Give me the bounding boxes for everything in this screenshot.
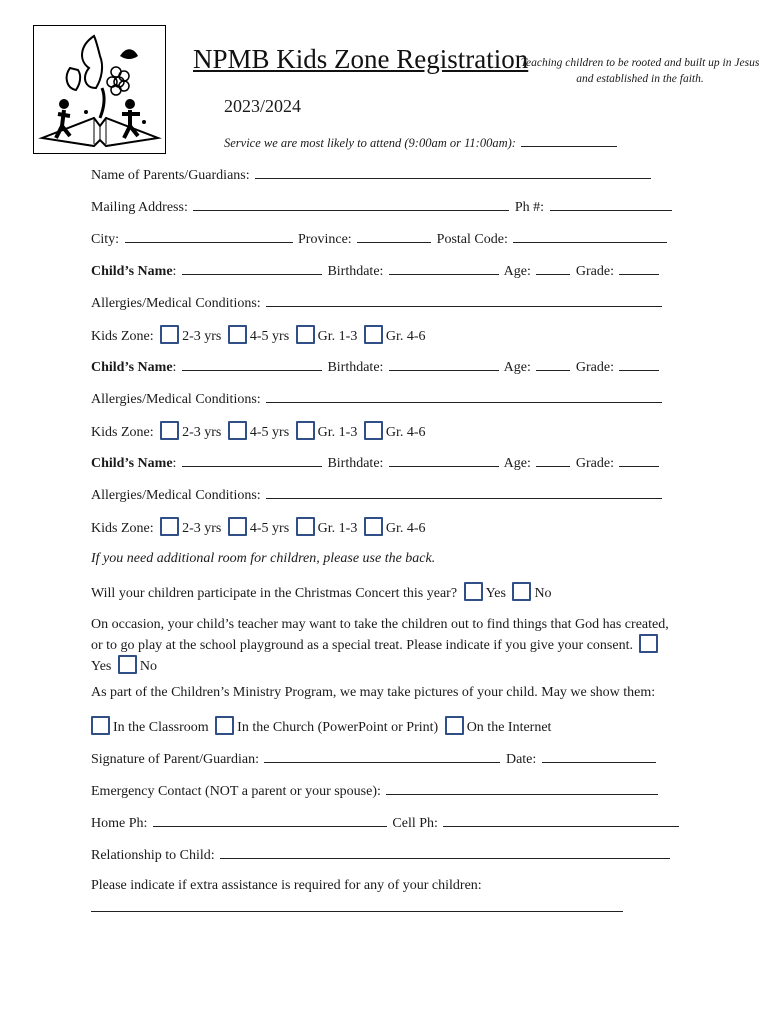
option-label: In the Church (PowerPoint or Print) xyxy=(237,720,439,735)
emergency-field[interactable] xyxy=(386,782,658,795)
outing-text: On occasion, your child’s teacher may want to take the children out to find things that God has created, or to go play at the school playground as a special treat. Please indicate if you give your consent. xyxy=(91,617,669,653)
yes-label: Yes xyxy=(91,659,112,674)
option-label: Gr. 4-6 xyxy=(385,521,426,536)
allergies-label: Allergies/Medical Conditions: xyxy=(91,392,261,407)
age-label: Age: xyxy=(503,456,531,471)
checkbox-church[interactable] xyxy=(215,716,234,735)
kids-zone-label: Kids Zone: xyxy=(91,329,154,344)
checkbox-christmas-no[interactable] xyxy=(512,582,531,601)
option-label: Gr. 1-3 xyxy=(317,425,358,440)
assistance-label: Please indicate if extra assistance is required for any of your children: xyxy=(91,878,482,893)
option-label: On the Internet xyxy=(466,720,552,735)
option-label: 2-3 yrs xyxy=(182,521,222,536)
emergency-row xyxy=(91,782,660,800)
checkbox-gr-1-3[interactable] xyxy=(296,517,315,536)
service-label: Service we are most likely to attend (9:00am or 11:00am): xyxy=(224,136,516,150)
phone-field[interactable] xyxy=(550,198,672,211)
age-label: Age: xyxy=(503,264,531,279)
date-label: Date: xyxy=(505,752,537,767)
checkbox-outing-yes[interactable] xyxy=(639,634,658,653)
assistance-field[interactable] xyxy=(91,911,623,912)
grade-field[interactable] xyxy=(619,262,659,275)
parents-label: Name of Parents/Guardians: xyxy=(91,168,250,183)
postal-field[interactable] xyxy=(513,230,667,243)
kids-zone-label: Kids Zone: xyxy=(91,425,154,440)
checkbox-2-3-yrs[interactable] xyxy=(160,325,179,344)
phones-row xyxy=(91,814,681,832)
age-field[interactable] xyxy=(536,358,570,371)
allergies-field[interactable] xyxy=(266,294,662,307)
option-label: 4-5 yrs xyxy=(249,521,290,536)
age-label: Age: xyxy=(503,360,531,375)
mailing-row xyxy=(91,198,674,216)
checkbox-gr-1-3[interactable] xyxy=(296,421,315,440)
allergies-2-row xyxy=(91,390,664,408)
kids-zone-1-row xyxy=(91,325,426,345)
kids-zone-label: Kids Zone: xyxy=(91,521,154,536)
allergies-field[interactable] xyxy=(266,390,662,403)
postal-label: Postal Code: xyxy=(436,232,508,247)
christmas-row xyxy=(91,582,552,602)
birthdate-field[interactable] xyxy=(389,262,499,275)
checkbox-internet[interactable] xyxy=(445,716,464,735)
child-name-label: Child’s Name xyxy=(91,360,173,375)
pictures-options-row xyxy=(88,716,551,736)
mailing-field[interactable] xyxy=(193,198,509,211)
option-label: In the Classroom xyxy=(113,720,209,735)
checkbox-4-5-yrs[interactable] xyxy=(228,517,247,536)
emergency-label: Emergency Contact (NOT a parent or your spouse): xyxy=(91,784,381,799)
kids-zone-3-row xyxy=(91,517,426,537)
option-label: Gr. 4-6 xyxy=(385,425,426,440)
option-label: Gr. 4-6 xyxy=(385,329,426,344)
no-label: No xyxy=(534,586,552,601)
signature-field[interactable] xyxy=(264,750,500,763)
service-line xyxy=(224,134,619,151)
signature-row xyxy=(91,750,658,768)
cell-phone-label: Cell Ph: xyxy=(392,816,438,831)
page-title: NPMB Kids Zone Registration xyxy=(193,44,529,74)
no-label: No xyxy=(139,659,157,674)
city-field[interactable] xyxy=(125,230,293,243)
checkbox-2-3-yrs[interactable] xyxy=(160,517,179,536)
checkbox-2-3-yrs[interactable] xyxy=(160,421,179,440)
parents-field[interactable] xyxy=(255,166,651,179)
city-row xyxy=(91,230,669,248)
christmas-question: Will your children participate in the Christmas Concert this year? xyxy=(91,586,458,601)
grade-label: Grade: xyxy=(575,456,614,471)
service-field[interactable] xyxy=(521,134,617,147)
option-label: 2-3 yrs xyxy=(182,425,222,440)
checkbox-gr-4-6[interactable] xyxy=(364,325,383,344)
tagline: Teaching children to be rooted and built up in Jesus and established in the faith. xyxy=(520,57,760,85)
birthdate-field[interactable] xyxy=(389,358,499,371)
birthdate-label: Birthdate: xyxy=(327,456,384,471)
relationship-row xyxy=(91,846,672,864)
grade-label: Grade: xyxy=(575,264,614,279)
province-label: Province: xyxy=(298,232,352,247)
checkbox-4-5-yrs[interactable] xyxy=(228,325,247,344)
child-2-row: Child’s Name: Birthdate: Age: Grade: xyxy=(91,358,661,376)
yes-label: Yes xyxy=(485,586,506,601)
kids-zone-2-row xyxy=(91,421,426,441)
allergies-label: Allergies/Medical Conditions: xyxy=(91,296,261,311)
allergies-3-row xyxy=(91,486,664,504)
child-name-label: Child’s Name xyxy=(91,264,173,279)
checkbox-gr-4-6[interactable] xyxy=(364,421,383,440)
option-label: Gr. 1-3 xyxy=(317,329,358,344)
birthdate-label: Birthdate: xyxy=(327,264,384,279)
allergies-label: Allergies/Medical Conditions: xyxy=(91,488,261,503)
child-name-field[interactable] xyxy=(182,262,322,275)
age-field[interactable] xyxy=(536,454,570,467)
grade-field[interactable] xyxy=(619,454,659,467)
checkbox-outing-no[interactable] xyxy=(118,655,137,674)
extra-room-note: If you need additional room for children, please use the back. xyxy=(91,551,436,566)
logo-illustration xyxy=(34,26,165,153)
option-label: 4-5 yrs xyxy=(249,329,290,344)
checkbox-christmas-yes[interactable] xyxy=(464,582,483,601)
age-field[interactable] xyxy=(536,262,570,275)
checkbox-gr-4-6[interactable] xyxy=(364,517,383,536)
phone-label: Ph #: xyxy=(514,200,545,215)
allergies-field[interactable] xyxy=(266,486,662,499)
child-3-row: Child’s Name: Birthdate: Age: Grade: xyxy=(91,454,661,472)
cell-phone-field[interactable] xyxy=(443,814,679,827)
relationship-label: Relationship to Child: xyxy=(91,848,215,863)
child-name-field[interactable] xyxy=(182,358,322,371)
option-label: 2-3 yrs xyxy=(182,329,222,344)
relationship-field[interactable] xyxy=(220,846,670,859)
logo xyxy=(33,25,166,154)
checkbox-4-5-yrs[interactable] xyxy=(228,421,247,440)
home-phone-label: Home Ph: xyxy=(91,816,148,831)
parents-row xyxy=(91,166,653,184)
mailing-label: Mailing Address: xyxy=(91,200,188,215)
birthdate-label: Birthdate: xyxy=(327,360,384,375)
option-label: 4-5 yrs xyxy=(249,425,290,440)
grade-field[interactable] xyxy=(619,358,659,371)
year: 2023/2024 xyxy=(224,96,302,116)
child-name-field[interactable] xyxy=(182,454,322,467)
home-phone-field[interactable] xyxy=(153,814,387,827)
city-label: City: xyxy=(91,232,120,247)
outing-paragraph xyxy=(91,615,671,676)
signature-label: Signature of Parent/Guardian: xyxy=(91,752,259,767)
birthdate-field[interactable] xyxy=(389,454,499,467)
checkbox-classroom[interactable] xyxy=(91,716,110,735)
province-field[interactable] xyxy=(357,230,431,243)
child-1-row: Child’s Name: Birthdate: Age: Grade: xyxy=(91,262,661,280)
allergies-1-row xyxy=(91,294,664,312)
date-field[interactable] xyxy=(542,750,656,763)
checkbox-gr-1-3[interactable] xyxy=(296,325,315,344)
option-label: Gr. 1-3 xyxy=(317,521,358,536)
pictures-question: As part of the Children’s Ministry Program, we may take pictures of your child. May we show them: xyxy=(91,685,656,700)
child-name-label: Child’s Name xyxy=(91,456,173,471)
grade-label: Grade: xyxy=(575,360,614,375)
